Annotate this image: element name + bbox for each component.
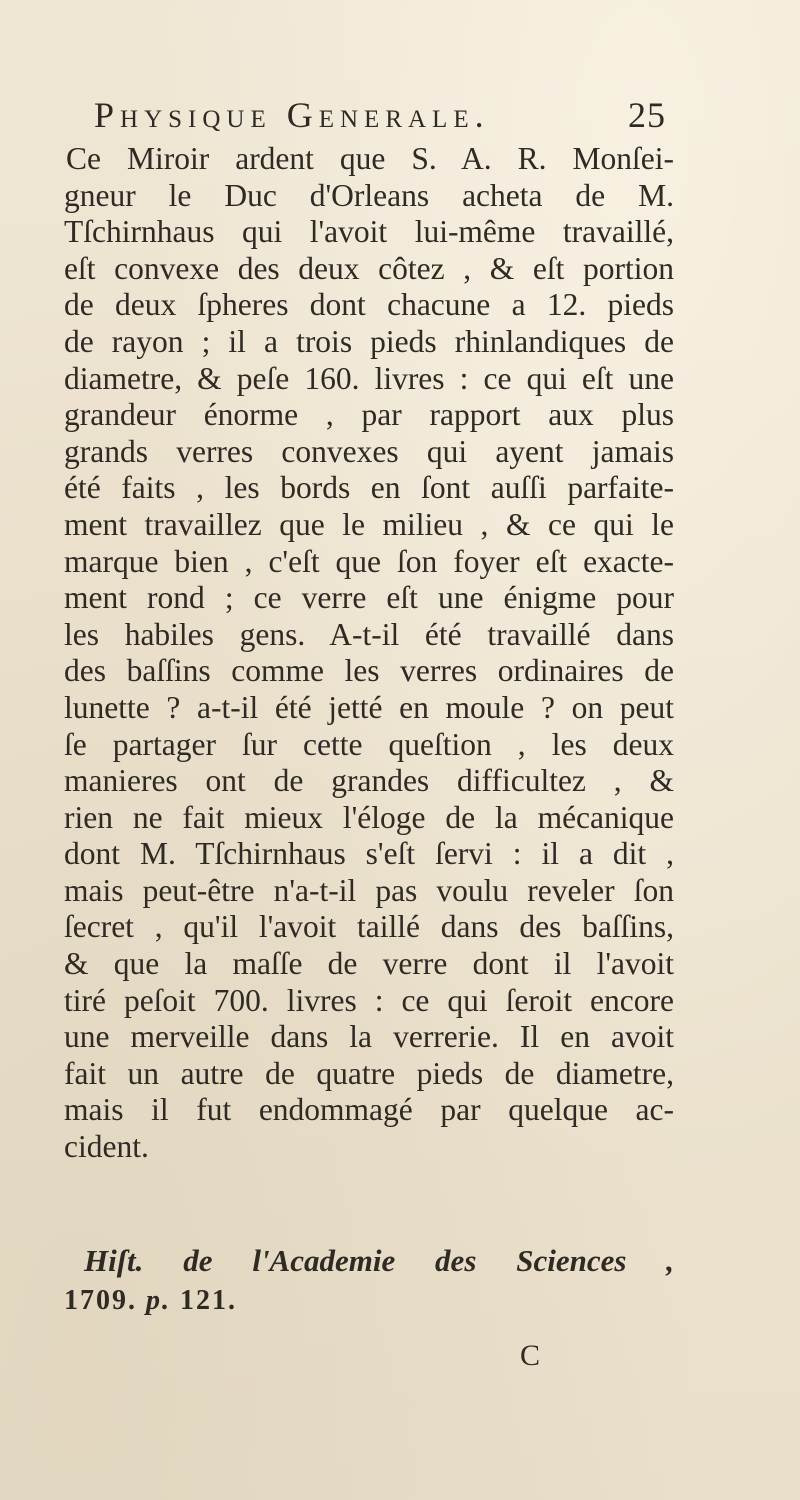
signature-mark: C	[520, 1339, 542, 1372]
citation-page-abbrev: p.	[146, 1285, 171, 1316]
text-line: ſe partager ſur cette queſtion , les deux	[64, 726, 674, 762]
text-line: lunette ? a-t-il été jetté en moule ? on peut	[64, 689, 674, 725]
text-line: de deux ſpheres dont chacune a 12. pieds	[64, 287, 674, 323]
page-number: 25	[628, 95, 666, 135]
text-line: marque bien , c'eſt que ſon foyer eſt exacte-	[64, 543, 674, 579]
citation-reference	[64, 1283, 237, 1319]
text-line: de rayon ; il a trois pieds rhinlandiques de	[64, 323, 674, 359]
text-line: Tſchirnhaus qui l'avoit lui-même travaillé,	[64, 214, 674, 250]
text-line: grands verres convexes qui ayent jamais	[64, 433, 674, 469]
text-line: mais il fut endommagé par quelque ac-	[64, 1092, 674, 1128]
text-line: gneur le Duc d'Orleans acheta de M.	[64, 177, 674, 213]
text-line: manieres ont de grandes difficultez , &	[64, 763, 674, 799]
text-line: Ce Miroir ardent que S. A. R. Monſei-	[66, 141, 674, 176]
text-line: tiré peſoit 700. livres : ce qui ſeroit encore	[64, 982, 674, 1018]
citation-source: Hiſt. de l'Academie des Sciences ,	[84, 1243, 674, 1278]
text-line: des baſſins comme les verres ordinaires de	[64, 653, 674, 689]
citation-year: 1709.	[64, 1285, 137, 1316]
citation-page: 121.	[180, 1285, 237, 1316]
text-line: rien ne fait mieux l'éloge de la mécanique	[64, 799, 674, 835]
text-line: les habiles gens. A-t-il été travaillé dans	[64, 616, 674, 652]
text-line: fait un autre de quatre pieds de diametre,	[64, 1055, 674, 1091]
text-line: mais peut-être n'a-t-il pas voulu reveler ſon	[64, 872, 674, 908]
text-line: été faits , les bords en ſont auſſi parfaite-	[64, 470, 674, 506]
text-line: eſt convexe des deux côtez , & eſt portion	[64, 250, 674, 286]
text-line: & que la maſſe de verre dont il l'avoit	[64, 946, 674, 982]
text-line: diametre, & peſe 160. livres : ce qui eſt une	[64, 360, 674, 396]
text-line: une merveille dans la verrerie. Il en avoit	[64, 1019, 674, 1055]
text-line: ment rond ; ce verre eſt une énigme pour	[64, 580, 674, 616]
text-line: ment travaillez que le milieu , & ce qui le	[64, 506, 674, 542]
running-head-title: Physique Generale.	[94, 95, 490, 135]
running-head	[94, 92, 666, 138]
body-text	[64, 141, 674, 1166]
text-line: grandeur énorme , par rapport aux plus	[64, 397, 674, 433]
text-line: ſecret , qu'il l'avoit taillé dans des baſſins,	[64, 909, 674, 945]
text-line: dont M. Tſchirnhaus s'eſt ſervi : il a dit ,	[64, 836, 674, 872]
text-line: cident.	[64, 1129, 149, 1165]
